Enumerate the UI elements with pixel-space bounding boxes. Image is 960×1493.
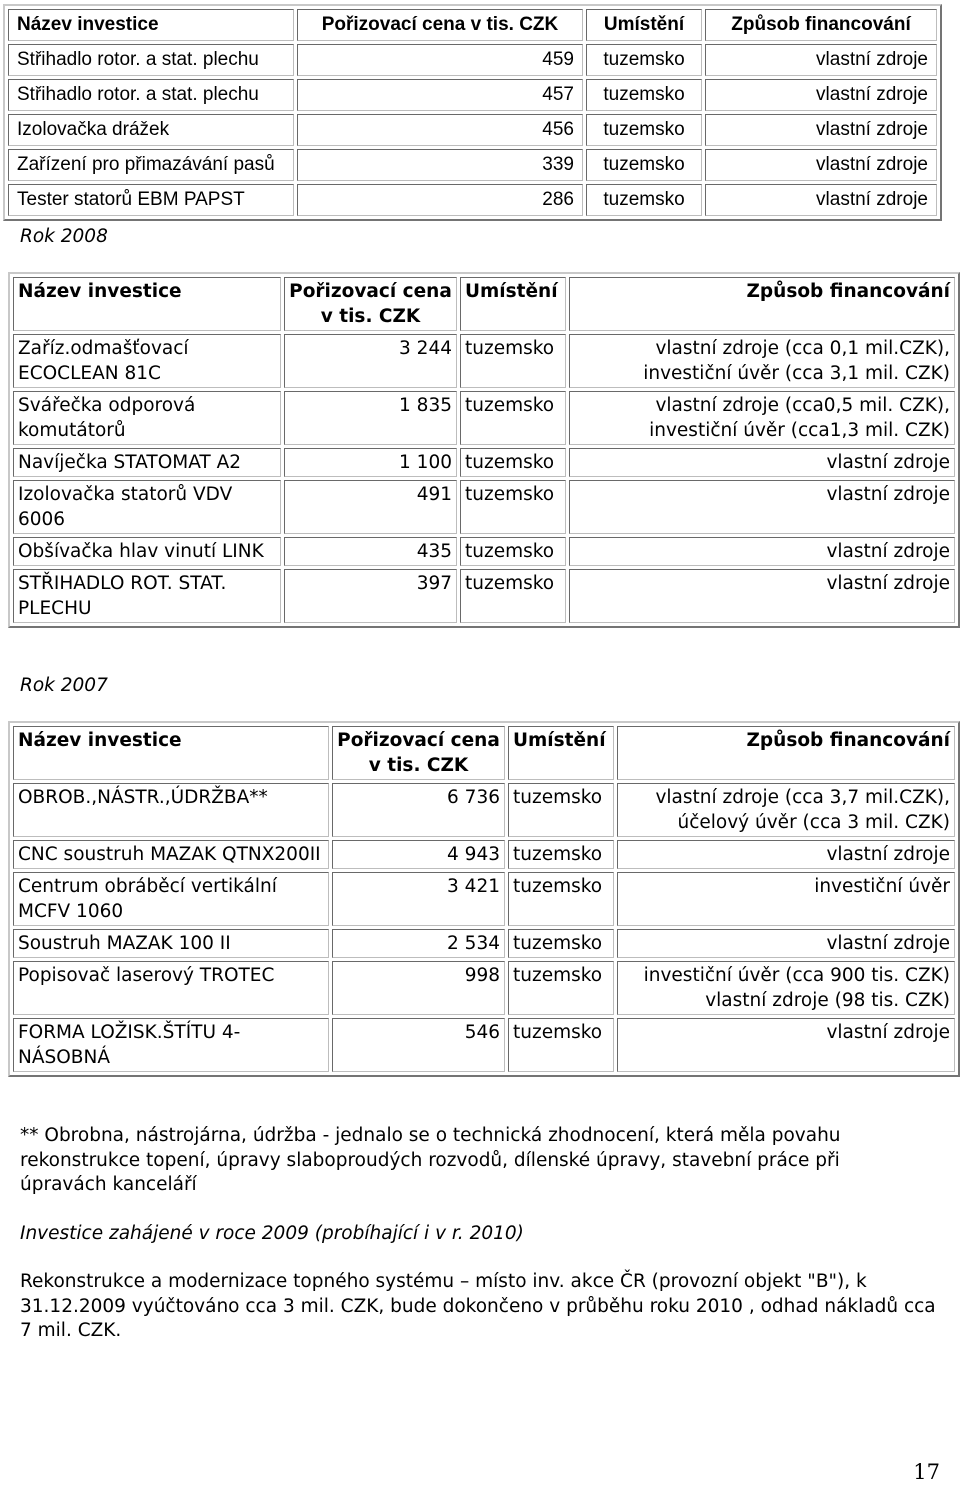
table-row — [8, 149, 937, 181]
cell-location: tuzemsko — [586, 184, 702, 216]
cell-name: Popisovač laserový TROTEC — [13, 961, 329, 1015]
table-header-row — [8, 9, 937, 41]
table-row — [8, 44, 937, 76]
cell-financing: investiční úvěr — [617, 872, 955, 926]
cell-financing: vlastní zdroje — [569, 448, 955, 477]
header-price: Pořizovací cena v tis. CZK — [332, 726, 505, 780]
cell-name: OBROB.,NÁSTR.,ÚDRŽBA** — [13, 783, 329, 837]
cell-name: Navíječka STATOMAT A2 — [13, 448, 281, 477]
cell-name: Zaříz.odmašťovací ECOCLEAN 81C — [13, 334, 281, 388]
cell-financing: vlastní zdroje (cca 0,1 mil.CZK), investiční úvěr (cca 3,1 mil. CZK) — [569, 334, 955, 388]
cell-price: 2 534 — [332, 929, 505, 958]
cell-location: tuzemsko — [460, 448, 566, 477]
cell-location: tuzemsko — [508, 961, 614, 1015]
header-name: Název investice — [13, 277, 281, 331]
cell-price: 286 — [297, 184, 583, 216]
investments-2007-table — [8, 721, 960, 1077]
cell-price: 491 — [284, 480, 457, 534]
cell-financing: vlastní zdroje — [705, 44, 937, 76]
cell-name: Střihadlo rotor. a stat. plechu — [8, 44, 294, 76]
table-row — [13, 480, 955, 534]
footnote: ** Obrobna, nástrojárna, údržba - jednalo se o technická zhodnocení, která měla povahu rekonstrukce topení, úpravy slaboproudých rozvodů, dílenské úpravy, stavební práce při úpravách kanceláří — [20, 1125, 841, 1195]
cell-location: tuzemsko — [508, 929, 614, 958]
cell-price: 1 835 — [284, 391, 457, 445]
cell-financing: vlastní zdroje — [705, 114, 937, 146]
cell-location: tuzemsko — [586, 44, 702, 76]
cell-location: tuzemsko — [586, 114, 702, 146]
cell-financing: vlastní zdroje — [569, 569, 955, 623]
page-number: 17 — [913, 1460, 940, 1484]
cell-price: 3 244 — [284, 334, 457, 388]
cell-price: 3 421 — [332, 872, 505, 926]
cell-price: 546 — [332, 1018, 505, 1072]
cell-location: tuzemsko — [460, 334, 566, 388]
header-price: Pořizovací cena v tis. CZK — [297, 9, 583, 41]
cell-name: Zařízení pro přimazávání pasů — [8, 149, 294, 181]
cell-location: tuzemsko — [586, 149, 702, 181]
cell-name: Izolovačka drážek — [8, 114, 294, 146]
header-name: Název investice — [8, 9, 294, 41]
cell-location: tuzemsko — [460, 569, 566, 623]
header-financing: Způsob financování — [705, 9, 937, 41]
year-2008-heading: Rok 2008 — [20, 226, 108, 247]
cell-location: tuzemsko — [508, 872, 614, 926]
header-location: Umístění — [586, 9, 702, 41]
ongoing-investments-heading: Investice zahájené v roce 2009 (probíhající i v r. 2010) — [20, 1223, 524, 1244]
header-price: Pořizovací cena v tis. CZK — [284, 277, 457, 331]
cell-financing: vlastní zdroje — [705, 184, 937, 216]
cell-financing: vlastní zdroje — [705, 79, 937, 111]
table-row — [13, 1018, 955, 1072]
header-financing: Způsob financování — [569, 277, 955, 331]
cell-name: Centrum obráběcí vertikální MCFV 1060 — [13, 872, 329, 926]
table-header-row — [13, 726, 955, 780]
cell-name: FORMA LOŽISK.ŠTÍTU 4-NÁSOBNÁ — [13, 1018, 329, 1072]
cell-financing: vlastní zdroje (cca 3,7 mil.CZK), účelový úvěr (cca 3 mil. CZK) — [617, 783, 955, 837]
cell-financing: vlastní zdroje — [569, 480, 955, 534]
cell-location: tuzemsko — [508, 1018, 614, 1072]
cell-price: 6 736 — [332, 783, 505, 837]
table-row — [13, 537, 955, 566]
cell-name: Tester statorů EBM PAPST — [8, 184, 294, 216]
cell-price: 435 — [284, 537, 457, 566]
cell-name: Střihadlo rotor. a stat. plechu — [8, 79, 294, 111]
cell-location: tuzemsko — [508, 840, 614, 869]
cell-price: 397 — [284, 569, 457, 623]
cell-location: tuzemsko — [508, 783, 614, 837]
cell-location: tuzemsko — [586, 79, 702, 111]
cell-price: 1 100 — [284, 448, 457, 477]
table-row — [13, 391, 955, 445]
cell-financing: vlastní zdroje — [617, 840, 955, 869]
cell-price: 457 — [297, 79, 583, 111]
table-header-row — [13, 277, 955, 331]
cell-financing: investiční úvěr (cca 900 tis. CZK) vlastní zdroje (98 tis. CZK) — [617, 961, 955, 1015]
cell-name: Izolovačka statorů VDV 6006 — [13, 480, 281, 534]
table-row — [13, 872, 955, 926]
cell-financing: vlastní zdroje — [569, 537, 955, 566]
header-location: Umístění — [508, 726, 614, 780]
table-row — [8, 184, 937, 216]
cell-financing: vlastní zdroje (cca0,5 mil. CZK), investiční úvěr (cca1,3 mil. CZK) — [569, 391, 955, 445]
table-row — [13, 569, 955, 623]
investments-2009-table — [3, 4, 942, 221]
header-location: Umístění — [460, 277, 566, 331]
cell-price: 4 943 — [332, 840, 505, 869]
cell-financing: vlastní zdroje — [617, 929, 955, 958]
cell-location: tuzemsko — [460, 480, 566, 534]
table-row — [13, 334, 955, 388]
table-row — [13, 929, 955, 958]
cell-name: STŘIHADLO ROT. STAT. PLECHU — [13, 569, 281, 623]
table-row — [13, 840, 955, 869]
year-2007-heading: Rok 2007 — [20, 675, 108, 696]
cell-price: 456 — [297, 114, 583, 146]
table-row — [13, 783, 955, 837]
cell-location: tuzemsko — [460, 537, 566, 566]
cell-price: 459 — [297, 44, 583, 76]
cell-name: CNC soustruh MAZAK QTNX200II — [13, 840, 329, 869]
cell-financing: vlastní zdroje — [705, 149, 937, 181]
cell-financing: vlastní zdroje — [617, 1018, 955, 1072]
table-row — [13, 961, 955, 1015]
cell-price: 339 — [297, 149, 583, 181]
table-row — [8, 79, 937, 111]
cell-name: Svářečka odporová komutátorů — [13, 391, 281, 445]
cell-name: Soustruh MAZAK 100 II — [13, 929, 329, 958]
cell-location: tuzemsko — [460, 391, 566, 445]
cell-price: 998 — [332, 961, 505, 1015]
header-financing: Způsob financování — [617, 726, 955, 780]
table-row — [13, 448, 955, 477]
investments-2008-table — [8, 272, 960, 628]
table-row — [8, 114, 937, 146]
cell-name: Obšívačka hlav vinutí LINK — [13, 537, 281, 566]
ongoing-investments-text: Rekonstrukce a modernizace topného systému – místo inv. akce ČR (provozní objekt "B"), k 31.12.2009 vyúčtováno cca 3 mil. CZK, bude dokončeno v průběhu roku 2010 , odhad nákladů cca 7 mil. CZK. — [20, 1271, 936, 1341]
header-name: Název investice — [13, 726, 329, 780]
